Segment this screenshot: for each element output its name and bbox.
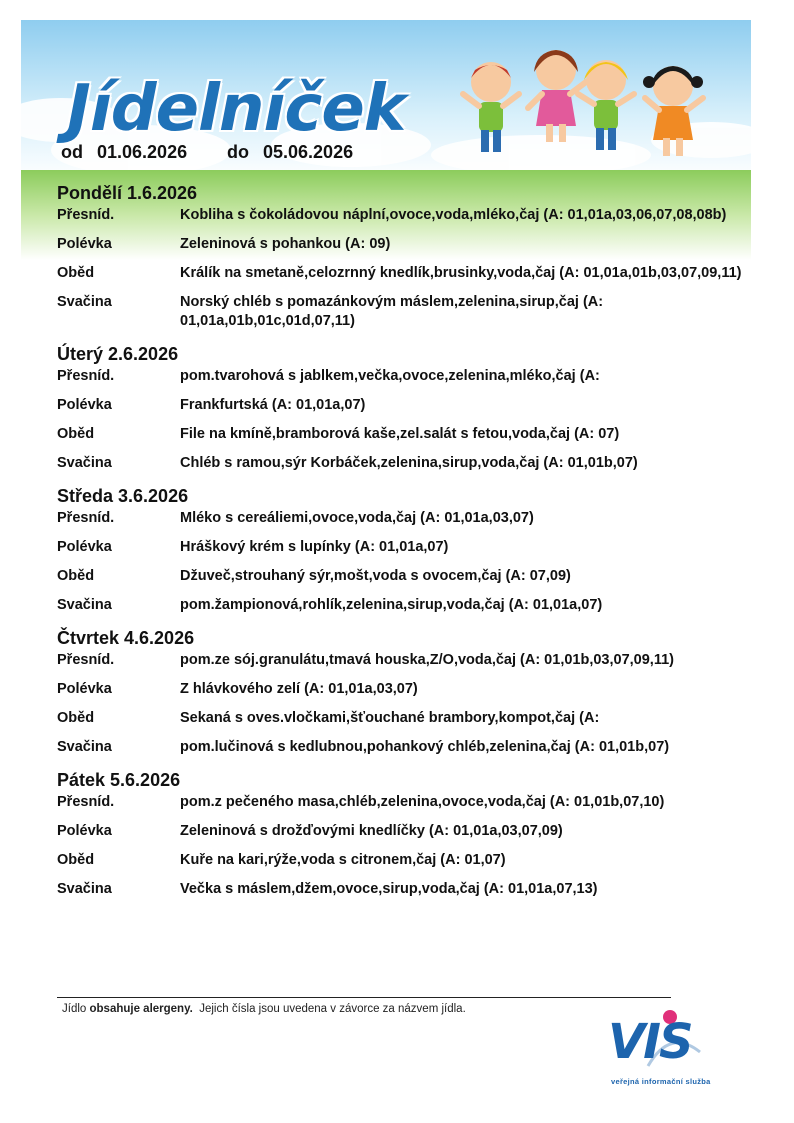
meal-row (57, 367, 757, 386)
meal-row (57, 738, 757, 757)
day-title: Pátek 5.6.2026 (57, 770, 181, 790)
meal-text: Norský chléb s pomazánkovým máslem,zelenina,sirup,čaj (A: 01,01a,01b,01c,01d,07,11) (180, 294, 604, 329)
meal-text: Z hlávkového zelí (A: 01,01a,03,07) (180, 681, 418, 697)
meal-label: Svačina (57, 597, 112, 613)
logo-text: VIS (608, 1014, 692, 1070)
footer-divider (57, 997, 671, 998)
meal-text: pom.tvarohová s jablkem,večka,ovoce,zelenina,mléko,čaj (A: (180, 368, 600, 384)
day-wednesday (57, 483, 757, 615)
weekly-menu (57, 180, 757, 909)
meal-label: Svačina (57, 739, 112, 755)
meal-row (57, 567, 757, 586)
meal-text: File na kmíně,bramborová kaše,zel.salát s fetou,voda,čaj (A: 07) (180, 426, 620, 442)
from-date: 01.06.2026 (97, 142, 188, 162)
allergen-note (62, 1003, 466, 1015)
day-title: Čtvrtek 4.6.2026 (57, 628, 195, 648)
meal-row (57, 425, 757, 444)
meal-row (57, 538, 757, 557)
meal-row (57, 206, 757, 225)
meal-label: Oběd (57, 568, 95, 584)
meal-row (57, 396, 757, 415)
meal-row (57, 596, 757, 615)
meal-label: Polévka (57, 236, 112, 252)
note-bold: obsahuje alergeny. (89, 1003, 193, 1015)
meal-label: Oběd (57, 426, 95, 442)
note-start: Jídlo (62, 1003, 87, 1015)
meal-text: Králík na smetaně,celozrnný knedlík,brusinky,voda,čaj (A: 01,01a,01b,03,07,09,11) (180, 265, 742, 281)
meal-label: Svačina (57, 881, 112, 897)
meal-label: Přesníd. (57, 652, 115, 668)
meal-text: Mléko s cereáliemi,ovoce,voda,čaj (A: 01,01a,03,07) (180, 510, 534, 526)
day-title: Úterý 2.6.2026 (57, 344, 179, 364)
meal-text: pom.ze sój.granulátu,tmavá houska,Z/O,voda,čaj (A: 01,01b,03,07,09,11) (180, 652, 674, 668)
meal-row (57, 235, 757, 254)
date-to (227, 142, 353, 163)
meal-label: Polévka (57, 681, 112, 697)
day-title: Pondělí 1.6.2026 (57, 183, 198, 203)
day-tuesday (57, 341, 757, 473)
day-friday (57, 767, 757, 899)
meal-text: Hráškový krém s lupínky (A: 01,01a,07) (180, 539, 449, 555)
meal-row (57, 880, 757, 899)
meal-text: Večka s máslem,džem,ovoce,sirup,voda,čaj (A: 01,01a,07,13) (180, 881, 598, 897)
meal-label: Svačina (57, 455, 112, 471)
meal-row (57, 509, 757, 528)
meal-row (57, 264, 757, 283)
meal-label: Polévka (57, 397, 112, 413)
meal-label: Přesníd. (57, 510, 115, 526)
meal-label: Oběd (57, 852, 95, 868)
meal-text: Chléb s ramou,sýr Korbáček,zelenina,sirup,voda,čaj (A: 01,01b,07) (180, 455, 638, 471)
day-monday (57, 180, 757, 331)
meal-row (57, 822, 757, 841)
to-word: do (227, 142, 249, 162)
meal-label: Polévka (57, 823, 112, 839)
meal-label: Přesníd. (57, 368, 115, 384)
page-title: Jídelníček (67, 72, 406, 146)
meal-row (57, 793, 757, 812)
meal-text: Frankfurtská (A: 01,01a,07) (180, 397, 366, 413)
to-date: 05.06.2026 (263, 142, 354, 162)
meal-text: pom.lučinová s kedlubnou,pohankový chléb,zelenina,čaj (A: 01,01b,07) (180, 739, 670, 755)
meal-label: Přesníd. (57, 794, 115, 810)
meal-text: Sekaná s oves.vločkami,šťouchané brambory,kompot,čaj (A: (180, 710, 600, 726)
meal-label: Oběd (57, 710, 95, 726)
from-word: od (61, 142, 83, 162)
logo-tagline: veřejná informační služba (611, 1077, 711, 1086)
meal-text: pom.žampionová,rohlík,zelenina,sirup,voda,čaj (A: 01,01a,07) (180, 597, 603, 613)
meal-row (57, 851, 757, 870)
meal-row (57, 651, 757, 670)
meal-label: Oběd (57, 265, 95, 281)
meal-text: Zeleninová s pohankou (A: 09) (180, 236, 391, 252)
meal-label: Přesníd. (57, 207, 115, 223)
note-end: Jejich čísla jsou uvedena v závorce za názvem jídla. (199, 1003, 466, 1015)
meal-row (57, 709, 757, 728)
meal-text: Džuveč,strouhaný sýr,mošt,voda s ovocem,čaj (A: 07,09) (180, 568, 571, 584)
meal-text: Zeleninová s drožďovými knedlíčky (A: 01,01a,03,07,09) (180, 823, 563, 839)
vis-logo (608, 1008, 728, 1092)
meal-text: pom.z pečeného masa,chléb,zelenina,ovoce,voda,čaj (A: 01,01b,07,10) (180, 794, 665, 810)
meal-row (57, 293, 757, 331)
meal-row (57, 680, 757, 699)
day-title: Středa 3.6.2026 (57, 486, 189, 506)
date-from (61, 142, 187, 163)
day-thursday (57, 625, 757, 757)
meal-text: Kobliha s čokoládovou náplní,ovoce,voda,mléko,čaj (A: 01,01a,03,06,07,08,08b) (180, 207, 727, 223)
meal-label: Svačina (57, 294, 112, 310)
meal-label: Polévka (57, 539, 112, 555)
meal-row (57, 454, 757, 473)
meal-text: Kuře na kari,rýže,voda s citronem,čaj (A: 01,07) (180, 852, 506, 868)
